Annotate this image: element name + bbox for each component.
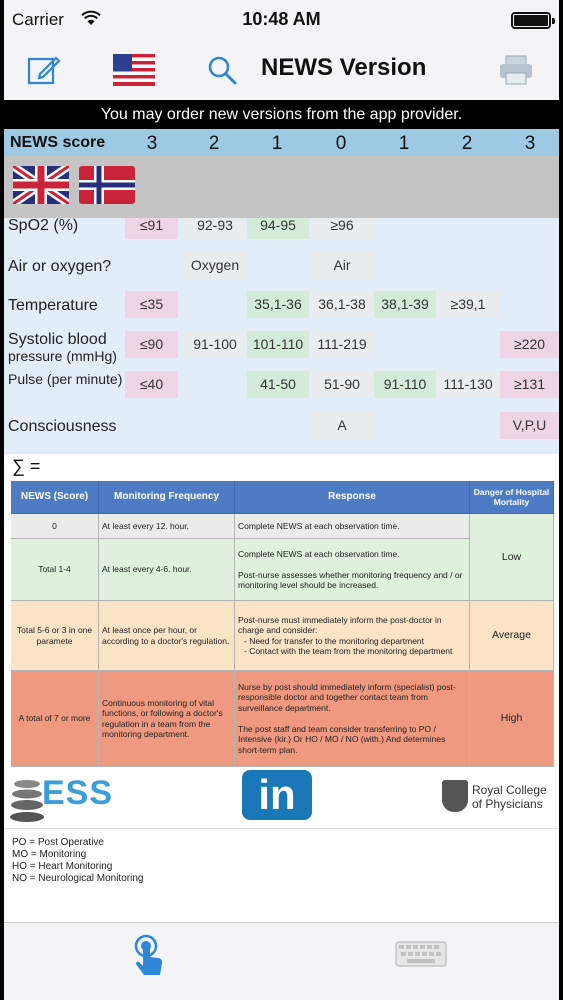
param-option[interactable]: Air: [311, 252, 373, 279]
param-label: SpO2 (%): [8, 218, 79, 234]
abbreviation: PO = Post Operative: [12, 837, 104, 848]
status-bar: [4, 0, 559, 40]
score-col: 3: [146, 133, 158, 154]
us-flag-icon[interactable]: [112, 48, 156, 92]
param-option[interactable]: Oxygen: [184, 252, 246, 279]
col-header: Monitoring Frequency: [99, 481, 235, 514]
param-option[interactable]: A: [311, 412, 373, 439]
linkedin-icon[interactable]: in: [242, 770, 312, 820]
frequency-cell: At least once per hour, or according to a doctor's regulation.: [99, 601, 235, 671]
param-option[interactable]: 51-90: [311, 371, 373, 398]
divider: [4, 828, 559, 829]
param-option[interactable]: ≤90: [125, 331, 178, 358]
param-option[interactable]: 101-110: [247, 331, 309, 358]
col-header: Danger of Hospital Mortality: [470, 481, 554, 514]
clock: 10:48 AM: [242, 9, 321, 29]
frequency-cell: At least every 12. hour.: [99, 514, 235, 539]
param-option[interactable]: 36,1-38: [311, 291, 373, 318]
score-col: 1: [398, 133, 410, 154]
battery-icon: [511, 12, 551, 29]
response-cell: Nurse by post should immediately inform (specialist) post-responsible doctor and together contact team from surveillance department. The post staff and team consider transferring to PO / Intensive (kir.) Or HO / MO / NO (with.) And determines short-term plan.: [235, 671, 470, 767]
param-option[interactable]: ≥220: [500, 331, 559, 358]
param-label: Temperature: [8, 297, 98, 314]
param-option[interactable]: ≥96: [311, 218, 373, 239]
param-option[interactable]: 111-219: [311, 331, 373, 358]
param-option[interactable]: 38,1-39: [374, 291, 436, 318]
danger-average: Average: [470, 601, 554, 671]
param-option[interactable]: 41-50: [247, 371, 309, 398]
score-col: 2: [461, 133, 473, 154]
ess-logo-text: ESS: [42, 774, 114, 812]
page-title: NEWS Version: [261, 54, 427, 81]
parameter-grid: [4, 218, 559, 454]
table-header: [11, 481, 554, 514]
param-option[interactable]: ≤35: [125, 291, 178, 318]
news-score-header: [4, 129, 559, 156]
score-cell: Total 1-4: [11, 539, 99, 601]
tab-bar: [4, 922, 559, 1000]
response-cell: Complete NEWS at each observation time.: [235, 514, 470, 539]
rcp-line2: of Physicians: [472, 797, 543, 811]
abbreviation: NO = Neurological Monitoring: [12, 873, 144, 884]
param-option[interactable]: 94-95: [247, 218, 309, 239]
printer-icon[interactable]: [494, 48, 538, 92]
norway-flag-icon[interactable]: [79, 166, 135, 209]
danger-high: High: [470, 671, 554, 767]
touch-icon[interactable]: [126, 933, 170, 979]
response-cell: Complete NEWS at each observation time. Post-nurse assesses whether monitoring frequency and / or monitoring level should be increased.: [235, 539, 470, 601]
search-icon[interactable]: [200, 48, 244, 92]
param-option[interactable]: 111-130: [437, 371, 499, 398]
compose-icon[interactable]: [22, 48, 66, 92]
score-col: 2: [208, 133, 220, 154]
col-header: NEWS (Score): [11, 481, 99, 514]
ess-logo[interactable]: [10, 772, 114, 829]
carrier-label: Carrier: [12, 10, 64, 29]
param-option[interactable]: ≥131: [500, 371, 559, 398]
param-label: Air or oxygen?: [8, 258, 112, 275]
crest-icon: [442, 780, 468, 812]
score-col: 1: [271, 133, 283, 154]
param-option[interactable]: 91-100: [184, 331, 246, 358]
news-score-label: NEWS score: [10, 134, 106, 151]
score-sum: ∑ =: [12, 456, 41, 476]
param-label: Pulse (per minute): [8, 371, 123, 387]
info-banner: You may order new versions from the app provider.: [4, 100, 559, 129]
frequency-cell: At least every 4-6. hour.: [99, 539, 235, 601]
keyboard-icon[interactable]: [395, 941, 447, 967]
score-cell: Total 5-6 or 3 in one paramete: [11, 601, 99, 671]
response-cell: Post-nurse must immediately inform the post-doctor in charge and consider: - Need for transfer to the monitoring department - Contact with the team from the monitoring department: [235, 601, 470, 671]
score-col: 0: [335, 133, 347, 154]
rcp-line1: Royal College: [472, 783, 547, 797]
score-cell: 0: [11, 514, 99, 539]
score-cell: A total of 7 or more: [11, 671, 99, 767]
param-label: Systolic blood pressure (mmHg): [8, 331, 117, 364]
language-bar: [4, 156, 559, 218]
param-option[interactable]: V,P,U: [500, 412, 559, 439]
score-col: 3: [524, 133, 536, 154]
param-option[interactable]: 91-110: [374, 371, 436, 398]
param-option[interactable]: ≥39,1: [437, 291, 499, 318]
col-header: Response: [235, 481, 470, 514]
param-option[interactable]: ≤91: [125, 218, 178, 239]
abbreviation: HO = Heart Monitoring: [12, 861, 113, 872]
logo-row: [4, 768, 559, 826]
abbreviation-legend: [12, 837, 143, 885]
navigation-bar: [4, 40, 559, 100]
uk-flag-icon[interactable]: [13, 166, 69, 209]
abbreviation: MO = Monitoring: [12, 849, 87, 860]
param-option[interactable]: 35,1-36: [247, 291, 309, 318]
param-label: Consciousness: [8, 418, 117, 435]
param-option[interactable]: ≤40: [125, 371, 178, 398]
app-screen: [4, 0, 559, 1000]
danger-low: Low: [470, 514, 554, 601]
frequency-cell: Continuous monitoring of vital functions, or following a doctor's regulation in a team from the monitoring department.: [99, 671, 235, 767]
param-option[interactable]: 92-93: [184, 218, 246, 239]
